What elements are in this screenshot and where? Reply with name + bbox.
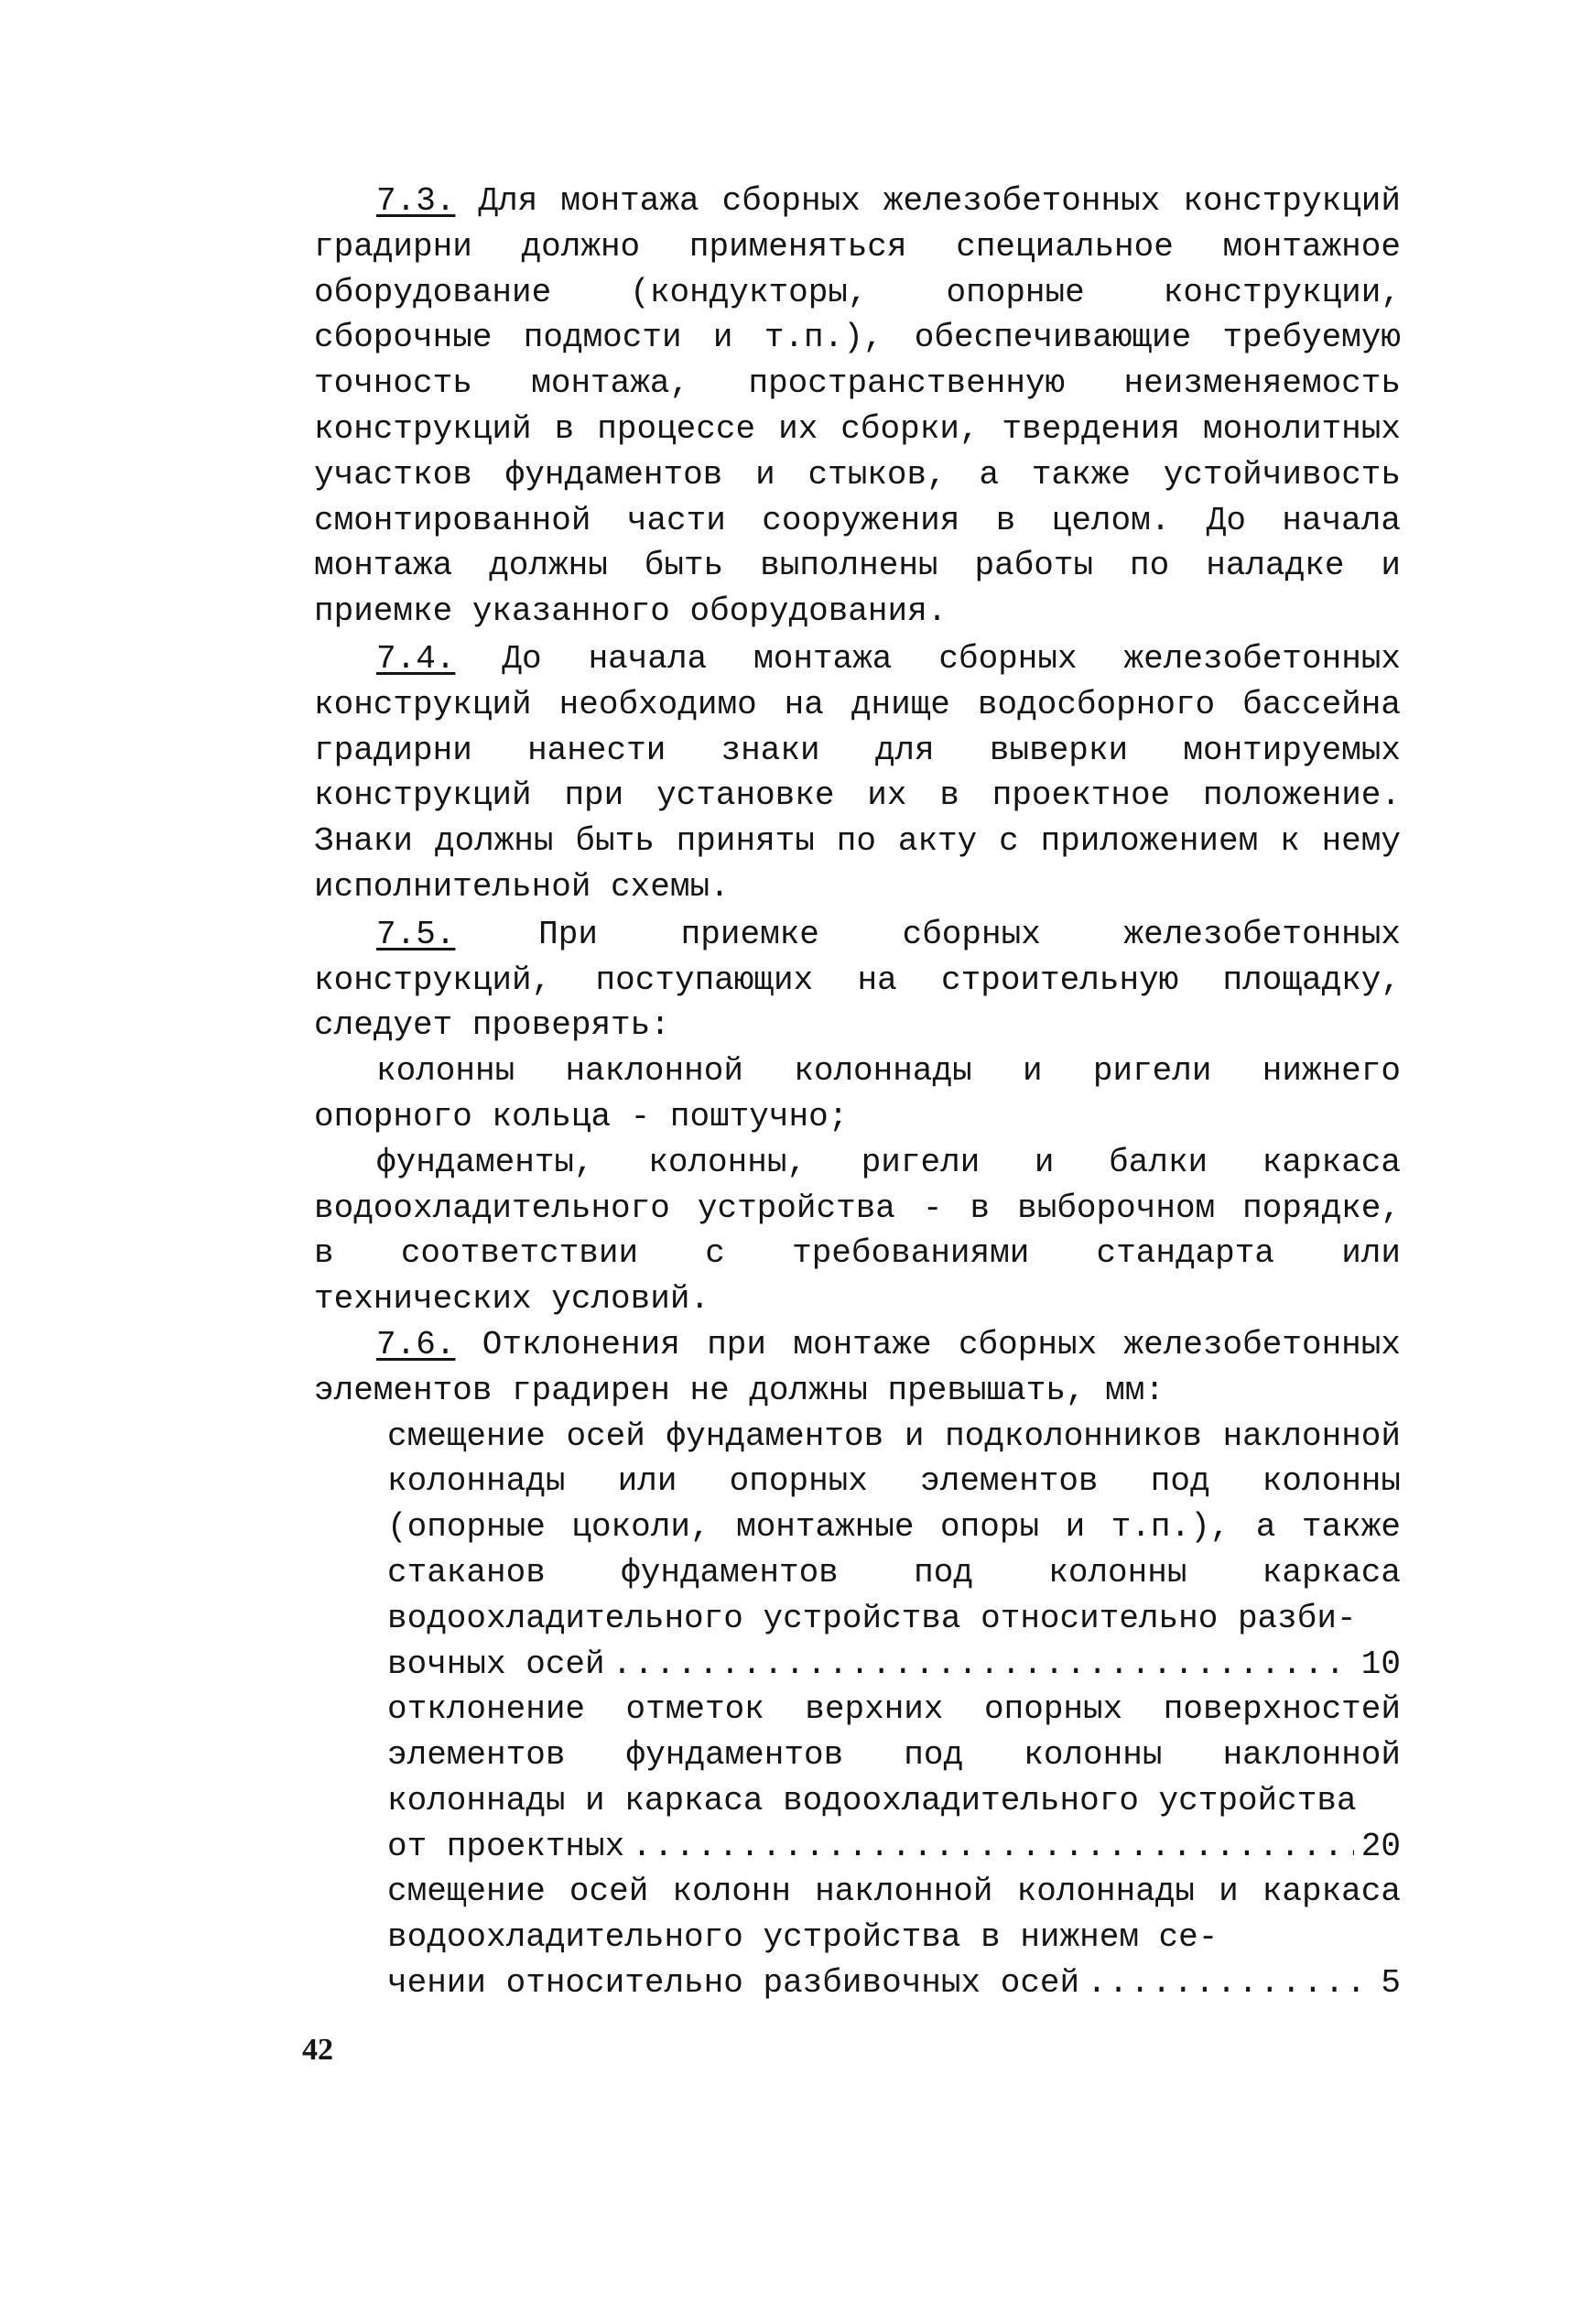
dot-leader (632, 1824, 1354, 1870)
page-number: 42 (302, 2033, 333, 2067)
tolerance-value-line (387, 1960, 1401, 2006)
tolerance-item (387, 1414, 1401, 1688)
section-7-5 (314, 912, 1401, 1048)
section-number: 7.5. (376, 915, 456, 953)
tolerance-description: смещение осей фундаментов и подколонников наклонной колоннады или опорных элементов под колонны (опорные цоколи, монтажные опоры и т.п.), а также стаканов фундаментов под колонны каркаса водоохладительного устройства относительно разби- (387, 1417, 1401, 1637)
tolerance-value-line (387, 1824, 1401, 1870)
tolerance-description-end: от проектных (387, 1827, 625, 1865)
list-item: фундаменты, колонны, ригели и балки каркаса водоохладительного устройства - в выборочном порядке, в соответствии с требованиями стандарта или технических условий. (314, 1143, 1401, 1319)
section-text: Отклонения при монтаже сборных железобетонных элементов градирен не должны превышать, мм: (314, 1325, 1401, 1409)
tolerance-value: 5 (1381, 1964, 1401, 2003)
tolerance-description: смещение осей колонн наклонной колоннады и каркаса водоохладительного устройства в нижнем се- (387, 1873, 1401, 1957)
tolerance-list (387, 1414, 1401, 2006)
dot-leader (1087, 1960, 1373, 2006)
tolerance-item (387, 1869, 1401, 2005)
section-text: Для монтажа сборных железобетонных конструкций градирни должно применяться специальное монтажное оборудование (кондукторы, опорные конструкции, сборочные подмости и т.п.), обеспечивающие требуемую точность монтажа, пространственную неизменяемость конструкций в процессе их сборки, твердения монолитных участков фундаментов и стыков, а также устойчивость смонтированной части сооружения в целом. До начала монтажа должны быть выполнены работы по наладке и приемке указанного оборудования. (314, 182, 1401, 631)
tolerance-description-end: чении относительно разбивочных осей (387, 1964, 1080, 2003)
tolerance-description-end: вочных осей (387, 1645, 605, 1683)
tolerance-value: 10 (1360, 1645, 1401, 1683)
section-number: 7.3. (376, 182, 456, 220)
tolerance-value: 20 (1360, 1827, 1401, 1865)
tolerance-description: отклонение отметок верхних опорных поверхностей элементов фундаментов под колонны наклонной колоннады и каркаса водоохладительного устройства (387, 1690, 1401, 1819)
section-text: До начала монтажа сборных железобетонных конструкций необходимо на днище водосборного бассейна градирни нанести знаки для выверки монтируемых конструкций при установке их в проектное положение. Знаки должны быть приняты по акту с приложением к нему исполнительной схемы. (314, 639, 1402, 906)
section-7-4 (314, 636, 1401, 910)
list-item: колонны наклонной колоннады и ригели нижнего опорного кольца - поштучно; (314, 1052, 1401, 1135)
section-7-6 (314, 1322, 1401, 1414)
document-body (314, 179, 1401, 2006)
section-text: При приемке сборных железобетонных конструкций, поступающих на строительную площадку, следует проверять: (314, 915, 1401, 1045)
section-7-3 (314, 179, 1401, 635)
section-number: 7.6. (376, 1325, 456, 1363)
tolerance-value-line (387, 1642, 1401, 1688)
tolerance-item (387, 1687, 1401, 1869)
dot-leader (612, 1642, 1354, 1688)
section-number: 7.4. (376, 639, 456, 678)
